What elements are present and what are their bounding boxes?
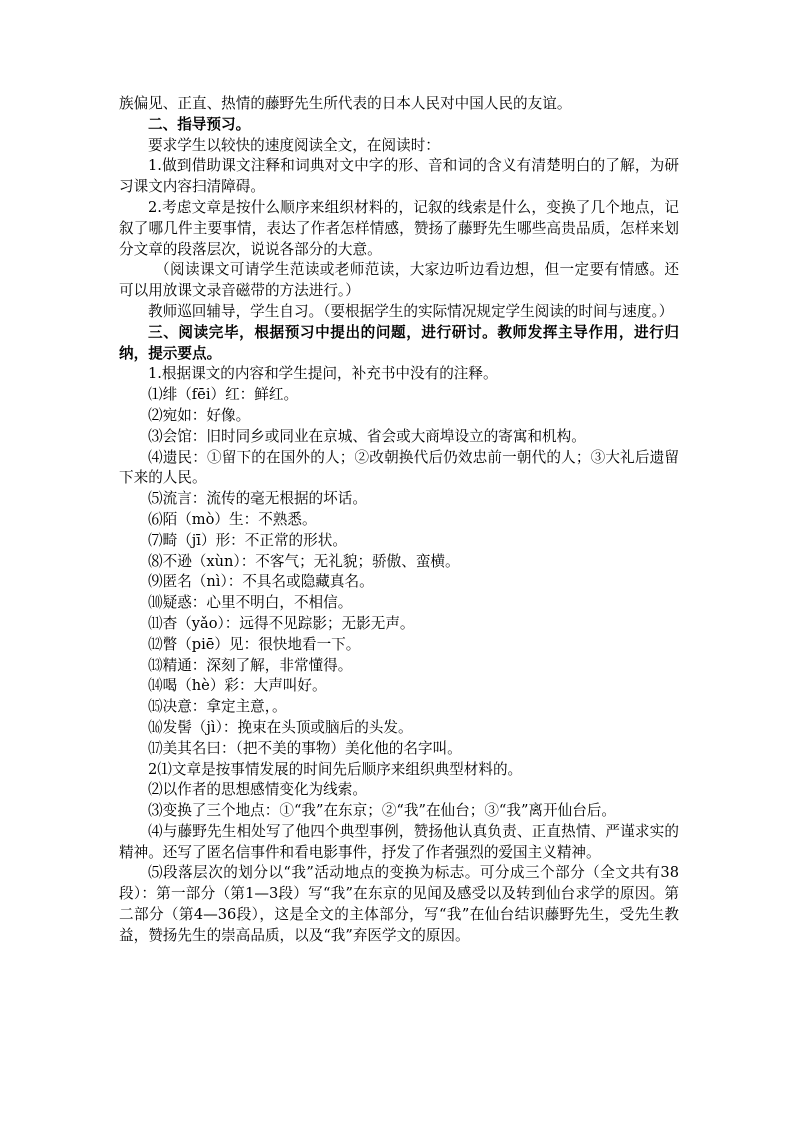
glossary-item: ⑾杳（yǎo）：远得不见踪影；无影无声。 [148, 614, 415, 632]
glossary-item: ⒂决意：拿定主意，。 [148, 698, 287, 716]
section-2-question-1: 1.做到借助课文注释和词典对文中字的形、音和词的含义有清楚明白的了解，为研习课文内容扫清障碍。 [119, 157, 679, 196]
glossary-item: ⑶会馆：旧时同乡或同业在京城、省会或大商埠设立的寄寓和机构。 [148, 427, 586, 445]
glossary-item: ⑴绯（fēi）红：鲜红。 [148, 386, 299, 404]
glossary-item: ⒁喝（hè）彩：大声叫好。 [148, 677, 327, 695]
answer-2-clue: ⑵以作者的思想感情变化为线索。 [148, 781, 367, 799]
answer-2-sections: ⑸段落层次的划分以“我”活动地点的变换为标志。可分成三个部分（全文共有38段）：第一部分（第1—3段）写“我”在东京的见闻及感受以及转到仙台求学的原因。第二部分（第4—36段），这是全文的主体部分，写“我”在仙台结识藤野先生，受先生教益，赞扬先生的崇高品质，以及“我”弃医学文的原因。 [119, 864, 679, 944]
section-3-heading: 三、阅读完毕，根据预习中提出的问题，进行研讨。教师发挥主导作用，进行归纳，提示要点。 [119, 323, 679, 362]
section-2-note: （阅读课文可请学生范读或老师范读，大家边听边看边想，但一定要有情感。还可以用放课文录音磁带的方法进行。） [119, 261, 679, 300]
answer-2-structure: 2⑴文章是按事情发展的时间先后顺序来组织典型材料的。 [148, 760, 523, 778]
glossary-item: ⑷遗民：①留下的在国外的人；②改朝换代后仍效忠前一朝代的人；③大礼后遗留下来的人民。 [119, 448, 679, 487]
glossary-item: ⑺畸（jī）形：不正常的形状。 [148, 531, 347, 549]
glossary-item: ⑿瞥（piē）见：很快地看一下。 [148, 635, 361, 653]
section-2-requirement: 要求学生以较快的速度阅读全文，在阅读时： [148, 136, 440, 154]
glossary-item: ⒀精通：深刻了解，非常懂得。 [148, 656, 353, 674]
document-body [119, 94, 679, 947]
answer-2-locations: ⑶变换了三个地点：①“我”在东京；②“我”在仙台；③“我”离开仙台后。 [148, 802, 616, 820]
glossary-item: ⒃发髻（jì）：挽束在头顶或脑后的头发。 [148, 718, 413, 736]
intro-tail-paragraph: 族偏见、正直、热情的藤野先生所代表的日本人民对中国人民的友谊。 [119, 95, 572, 112]
section-2-teacher-guidance: 教师巡回辅导，学生自习。（要根据学生的实际情况规定学生阅读的时间与速度。） [148, 302, 674, 320]
answer-2-events: ⑷与藤野先生相处写了他四个典型事例，赞扬他认真负责、正直热情、严谨求实的精神。还写了匿名信事件和看电影事件，抒发了作者强烈的爱国主义精神。 [119, 822, 679, 861]
section-3-question-1: 1.根据课文的内容和学生提问，补充书中没有的注释。 [148, 365, 498, 383]
section-2-heading: 二、指导预习。 [148, 115, 251, 133]
section-2-question-2: 2.考虑文章是按什么顺序来组织材料的，记叙的线索是什么，变换了几个地点，记叙了哪几件主要事情，表达了作者怎样情感，赞扬了藤野先生哪些高贵品质，怎样来划分文章的段落层次，说说各部分的大意。 [119, 198, 679, 258]
glossary-item: ⑹陌（mò）生：不熟悉。 [148, 510, 317, 528]
glossary-item: ⑽疑惑：心里不明白，不相信。 [148, 594, 353, 612]
glossary-item: ⑻不逊（xùn）：不客气；无礼貌；骄傲、蛮横。 [148, 552, 460, 570]
glossary-item: ⑸流言：流传的毫无根据的坏话。 [148, 490, 367, 508]
glossary-item: ⑼匿名（nì）：不具名或隐藏真名。 [148, 573, 374, 591]
glossary-item: ⑵宛如：好像。 [148, 406, 251, 424]
glossary-item: ⒄美其名曰：（把不美的事物）美化他的名字叫。 [148, 739, 462, 757]
